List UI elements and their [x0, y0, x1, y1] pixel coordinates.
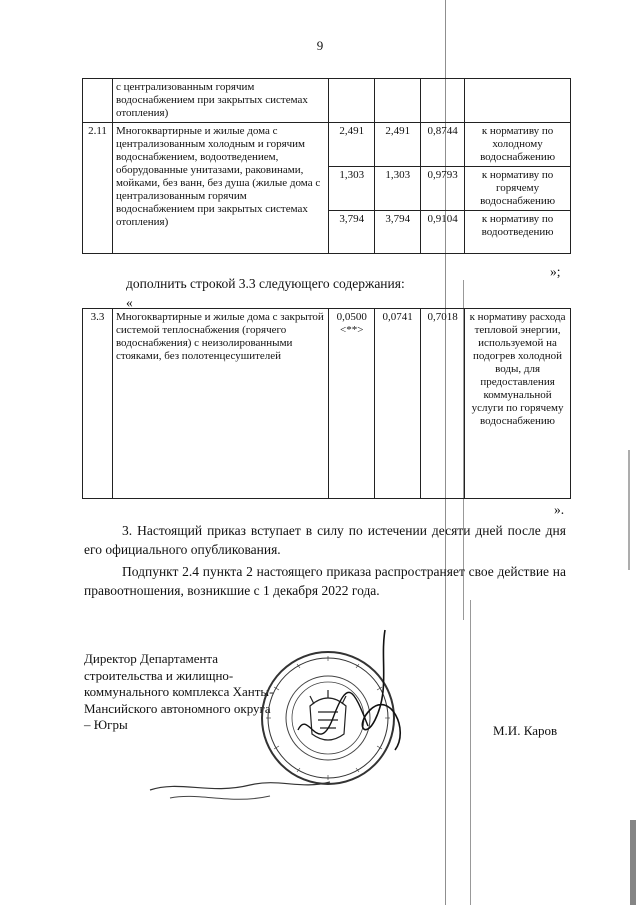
- cell-value: 1,303: [329, 167, 375, 211]
- cell-value: 0,9104: [421, 211, 465, 254]
- norms-table-new-row: [82, 308, 571, 499]
- signature-icon: [140, 620, 440, 820]
- table-row: [83, 309, 571, 499]
- cell-value: 3,794: [329, 211, 375, 254]
- cell-value: 0,0500 <**>: [329, 309, 375, 499]
- cell-note: к нормативу по водоотведению: [465, 211, 571, 254]
- cell-note: к нормативу по горячему водоснабжению: [465, 167, 571, 211]
- open-quote: «: [126, 295, 133, 310]
- cell-value: 0,8744: [421, 123, 465, 167]
- cell-value: 2,491: [329, 123, 375, 167]
- closing-mark: »;: [550, 264, 561, 279]
- row-number: 2.11: [83, 123, 113, 254]
- cell-value: 1,303: [375, 167, 421, 211]
- cell-note: к нормативу по холодному водоснабжению: [465, 123, 571, 167]
- table-row: [83, 79, 571, 123]
- cell-value: 3,794: [375, 211, 421, 254]
- cell-description: Многоквартирные и жилые дома с централизованным холодным и горячим водоснабжением, водоотведением, оборудованные унитазами, раковинами, мойками, без ванн, без душа (жилые дома с централизованным горячим водоснабжением при закрытых системах отопления): [112, 123, 328, 254]
- cell-description: Многоквартирные и жилые дома с закрытой системой теплоснабжения (горячего водоснабжения) с неизолированными стояками, без полотенцесушителей: [112, 309, 328, 499]
- cell-value: 0,0741: [375, 309, 421, 499]
- cell-value: 0,9793: [421, 167, 465, 211]
- close-quote: ».: [554, 502, 565, 517]
- paragraph: 3. Настоящий приказ вступает в силу по истечении десяти дней после дня его официального опубликования.: [84, 523, 566, 557]
- page-number: 9: [316, 38, 324, 53]
- cell-value: 2,491: [375, 123, 421, 167]
- scan-line: [470, 600, 471, 905]
- cell-value: 0,7018: [421, 309, 465, 499]
- scan-line: [630, 820, 636, 905]
- cell-description: с централизованным горячим водоснабжением при закрытых системах отопления): [112, 79, 328, 123]
- cell-note: к нормативу расхода тепловой энергии, используемой на подогрев холодной воды, для предоставления коммунальной услуги по горячему водоснабжению: [465, 309, 571, 499]
- signatory-position: Директор Департамента строительства и жилищно-коммунального комплекса Ханты-Мансийского автономного округа – Югры: [84, 651, 274, 732]
- handwritten-signature: [140, 620, 440, 820]
- signatory-name: М.И. Каров: [493, 723, 558, 738]
- norms-table-continued: [82, 78, 571, 254]
- table-row: [83, 123, 571, 167]
- scan-line: [628, 450, 630, 570]
- paragraph: Подпункт 2.4 пункта 2 настоящего приказа распространяет свое действие на правоотношения, возникшие с 1 декабря 2022 года.: [84, 564, 566, 598]
- intro-line: дополнить строкой 3.3 следующего содержания:: [126, 276, 405, 291]
- row-number: 3.3: [83, 309, 113, 499]
